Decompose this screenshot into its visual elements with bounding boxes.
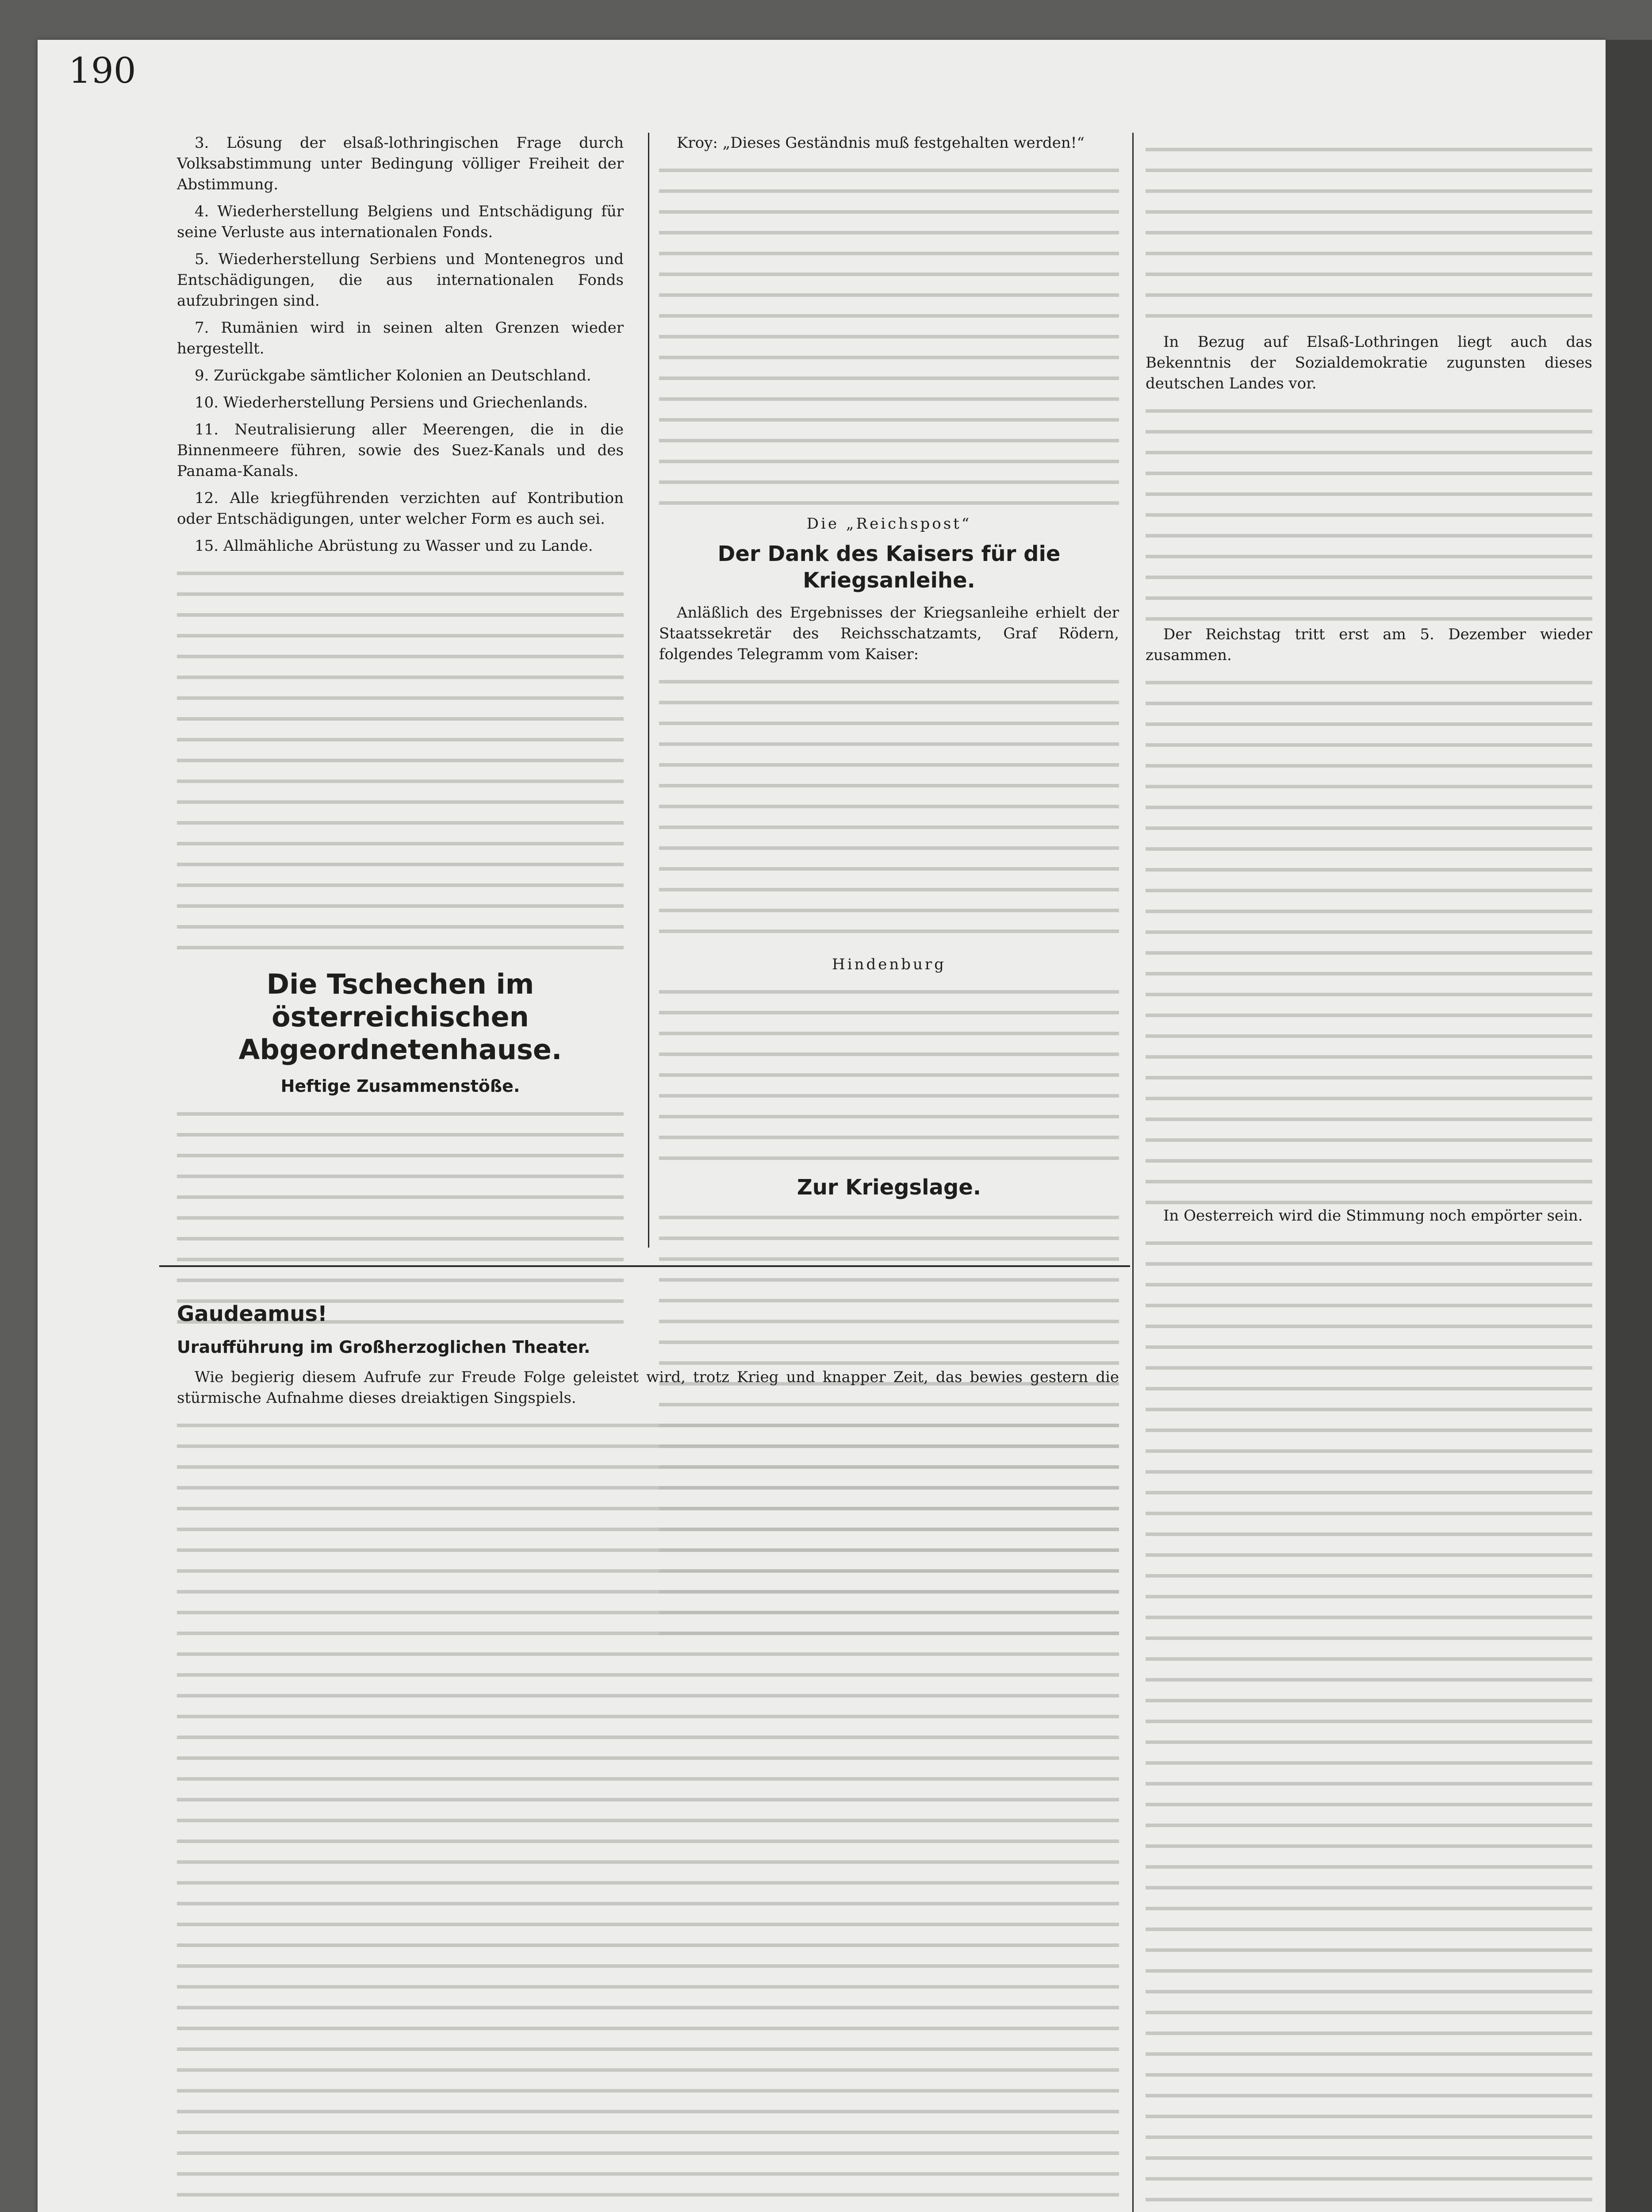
- list-item: 7. Rumänien wird in seinen alten Grenzen wieder hergestellt.: [177, 319, 624, 357]
- section-divider: [159, 1265, 1130, 1267]
- list-item: 15. Allmähliche Abrüstung zu Wasser und zu Lande.: [195, 537, 593, 555]
- article-text: Wie begierig diesem Aufrufe zur Freude Folge geleistet wird, trotz Krieg und knapper Zeit, das bewies gestern die stürmische Aufnahme dieses dreiaktigen Singspiels.: [177, 1368, 1119, 1407]
- text-block: [177, 1417, 1119, 2212]
- text-line: In Oesterreich wird die Stimmung noch empörter sein.: [1163, 1207, 1583, 1225]
- left-column: [177, 133, 624, 1336]
- article-heading: Gaudeamus!: [177, 1302, 327, 1326]
- text-block: [659, 162, 1119, 507]
- article-subheading: Heftige Zusammenstöße.: [280, 1076, 520, 1096]
- signature: Die „Reichspost“: [806, 515, 972, 533]
- page-edge: [1606, 40, 1652, 2212]
- list-item: 4. Wiederherstellung Belgiens und Entschädigung für seine Verluste aus internationalen Fonds.: [177, 203, 624, 241]
- text-line: In Bezug auf Elsaß-Lothringen liegt auch das Bekenntnis der Sozialdemokratie zugunsten dieses deutschen Landes vor.: [1146, 333, 1592, 392]
- article-heading: Der Dank des Kaisers für die Kriegsanleihe.: [717, 541, 1061, 593]
- text-block: [1146, 1235, 1592, 2208]
- text-block: [659, 674, 1119, 948]
- list-item: 10. Wiederherstellung Persiens und Griechenlands.: [195, 394, 588, 411]
- list-item: 9. Zurückgabe sämtlicher Kolonien an Deutschland.: [195, 367, 591, 384]
- text-block: [1146, 142, 1592, 332]
- article-heading: Zur Kriegslage.: [797, 1175, 981, 1200]
- text-line: Der Reichstag tritt erst am 5. Dezember wieder zusammen.: [1146, 626, 1592, 664]
- text-block: [1146, 403, 1592, 624]
- text-block: [177, 565, 624, 964]
- list-item: 12. Alle kriegführenden verzichten auf Kontribution oder Entschädigungen, unter welcher Form es auch sei.: [177, 489, 624, 528]
- section-label: Hindenburg: [832, 956, 946, 973]
- text-line: Kroy: „Dieses Geständnis muß festgehalten werden!“: [677, 134, 1085, 152]
- article-subheading: Uraufführung im Großherzoglichen Theater.: [177, 1337, 590, 1357]
- right-column: [1146, 133, 1592, 2208]
- article-text: Anläßlich des Ergebnisses der Kriegsanleihe erhielt der Staatssekretär des Reichsschatzamts, Graf Rödern, folgendes Telegramm vom Kaiser:: [659, 604, 1119, 663]
- article-heading: Die Tschechen im österreichischen Abgeordnetenhause.: [238, 968, 562, 1066]
- text-block: [1146, 675, 1592, 1206]
- column-rule-left: [648, 133, 649, 1248]
- column-rule-right: [1132, 133, 1134, 2212]
- bottom-section: [177, 1296, 1119, 2212]
- list-item: 5. Wiederherstellung Serbiens und Montenegros und Entschädigungen, die aus internationalen Fonds aufzubringen sind.: [177, 250, 624, 310]
- list-item: 11. Neutralisierung aller Meerengen, die in die Binnenmeere führen, sowie des Suez-Kanals und des Panama-Kanals.: [177, 421, 624, 480]
- page-number: 190: [69, 50, 136, 91]
- text-block: [659, 984, 1119, 1170]
- list-item: 3. Lösung der elsaß-lothringischen Frage durch Volksabstimmung unter Bedingung völliger Freiheit der Abstimmung.: [177, 134, 624, 193]
